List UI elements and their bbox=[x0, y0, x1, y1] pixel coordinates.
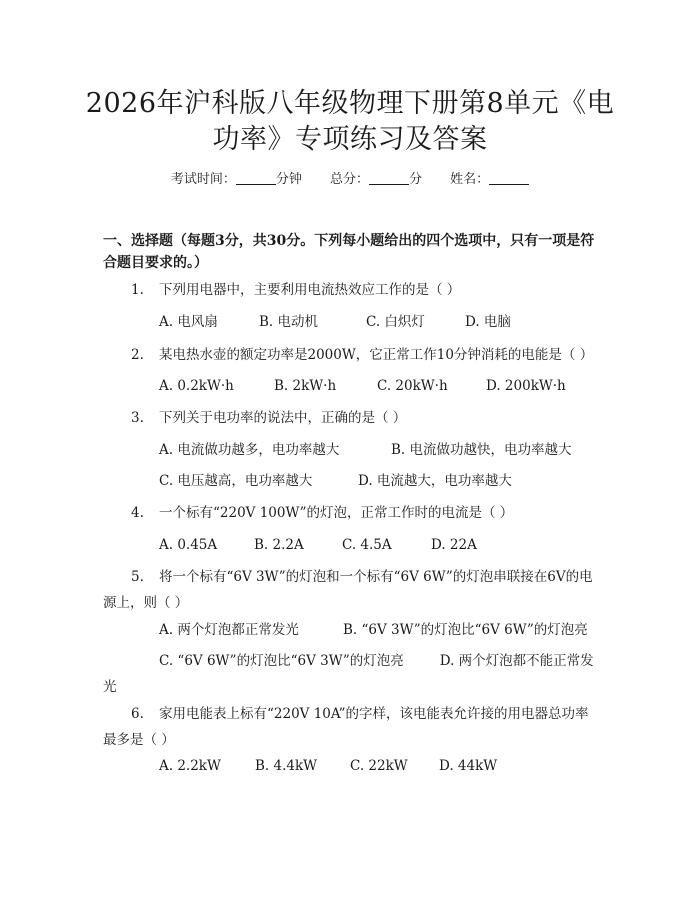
question-number: 3. bbox=[131, 410, 144, 426]
option-d: D. 电脑 bbox=[465, 314, 511, 330]
exam-time-label: 考试时间： bbox=[170, 172, 236, 187]
option-b: B. 2.2A bbox=[254, 537, 304, 553]
option-c: C. 4.5A bbox=[342, 537, 392, 553]
exam-name-blank bbox=[489, 172, 529, 185]
option-b: B. 4.4kW bbox=[255, 758, 318, 774]
section-heading: 一、选择题（每题3分，共30分。下列每小题给出的四个选项中，只有一项是符合题目要求的。） bbox=[103, 233, 595, 271]
question-number: 5. bbox=[131, 569, 144, 585]
question-stem: 某电热水壶的额定功率是2000W，它正常工作10分钟消耗的电能是（ ） bbox=[159, 347, 594, 363]
question-5-options bbox=[159, 617, 599, 643]
option-b: B. “6V 3W”的灯泡比“6V 6W”的灯泡亮 bbox=[343, 622, 588, 638]
question-1-options bbox=[159, 309, 599, 335]
question-number: 1. bbox=[131, 282, 144, 298]
option-c: C. 白炽灯 bbox=[366, 314, 425, 330]
exam-score bbox=[330, 168, 422, 187]
option-a: A. 两个灯泡都正常发光 bbox=[159, 622, 299, 638]
option-d: D. 电流越大，电功率越大 bbox=[358, 473, 512, 489]
question-number: 2. bbox=[131, 347, 144, 363]
question-5-options-row-2 bbox=[103, 648, 601, 700]
exam-score-blank bbox=[369, 172, 409, 185]
option-c: C. 电压越高，电功率越大 bbox=[159, 473, 313, 489]
option-a: A. 0.2kW·h bbox=[159, 378, 234, 394]
option-d: D. 200kW·h bbox=[486, 378, 566, 394]
question-number: 6. bbox=[131, 706, 144, 722]
question-number: 4. bbox=[131, 505, 144, 521]
option-a: A. 电风扇 bbox=[159, 314, 218, 330]
question-4-options bbox=[159, 532, 599, 558]
question-stem: 一个标有“220V 100W”的灯泡，正常工作时的电流是（ ） bbox=[159, 505, 514, 521]
question-4 bbox=[131, 500, 601, 526]
option-b: B. 电流做功越快，电功率越大 bbox=[391, 442, 572, 458]
exam-time bbox=[171, 168, 302, 187]
question-6 bbox=[103, 701, 601, 753]
exam-score-label: 总分： bbox=[329, 172, 369, 187]
option-a: A. 0.45A bbox=[159, 537, 218, 553]
option-a: A. 电流做功越多，电功率越大 bbox=[159, 442, 340, 458]
exam-time-unit: 分钟 bbox=[275, 172, 302, 187]
question-2-options bbox=[159, 373, 599, 399]
question-6-options bbox=[159, 753, 599, 779]
question-stem: 家用电能表上标有“220V 10A”的字样，该电能表允许接的用电器总功率最多是（ ） bbox=[103, 706, 589, 748]
question-2 bbox=[131, 342, 601, 368]
option-d: D. 两个灯泡都不能正常发光 bbox=[103, 653, 594, 695]
option-c: C. “6V 6W”的灯泡比“6V 3W”的灯泡亮 bbox=[159, 653, 404, 669]
option-c: C. 22kW bbox=[350, 758, 408, 774]
option-b: B. 电动机 bbox=[259, 314, 319, 330]
exam-name-label: 姓名： bbox=[450, 172, 490, 187]
option-b: B. 2kW·h bbox=[274, 378, 337, 394]
question-5 bbox=[103, 564, 601, 616]
question-1 bbox=[131, 277, 601, 303]
question-3-options bbox=[159, 437, 599, 463]
exam-score-unit: 分 bbox=[409, 172, 423, 187]
question-3 bbox=[131, 405, 601, 431]
document-title-line-1: 2026年沪科版八年级物理下册第8单元《电 bbox=[85, 88, 615, 119]
option-c: C. 20kW·h bbox=[377, 378, 448, 394]
question-3-options-row-2 bbox=[159, 468, 599, 494]
option-d: D. 22A bbox=[431, 537, 477, 553]
question-stem: 将一个标有“6V 3W”的灯泡和一个标有“6V 6W”的灯泡串联接在6V的电源上，则（ ） bbox=[103, 569, 593, 611]
option-d: D. 44kW bbox=[439, 758, 498, 774]
document-title-line-2: 功率》专项练习及答案 bbox=[212, 124, 488, 155]
option-a: A. 2.2kW bbox=[159, 758, 221, 774]
exam-time-blank bbox=[236, 172, 276, 185]
question-stem: 下列用电器中，主要利用电流热效应工作的是（ ） bbox=[159, 282, 461, 298]
exam-info bbox=[0, 168, 700, 187]
exam-name bbox=[450, 168, 529, 187]
question-stem: 下列关于电功率的说法中，正确的是（ ） bbox=[159, 410, 407, 426]
